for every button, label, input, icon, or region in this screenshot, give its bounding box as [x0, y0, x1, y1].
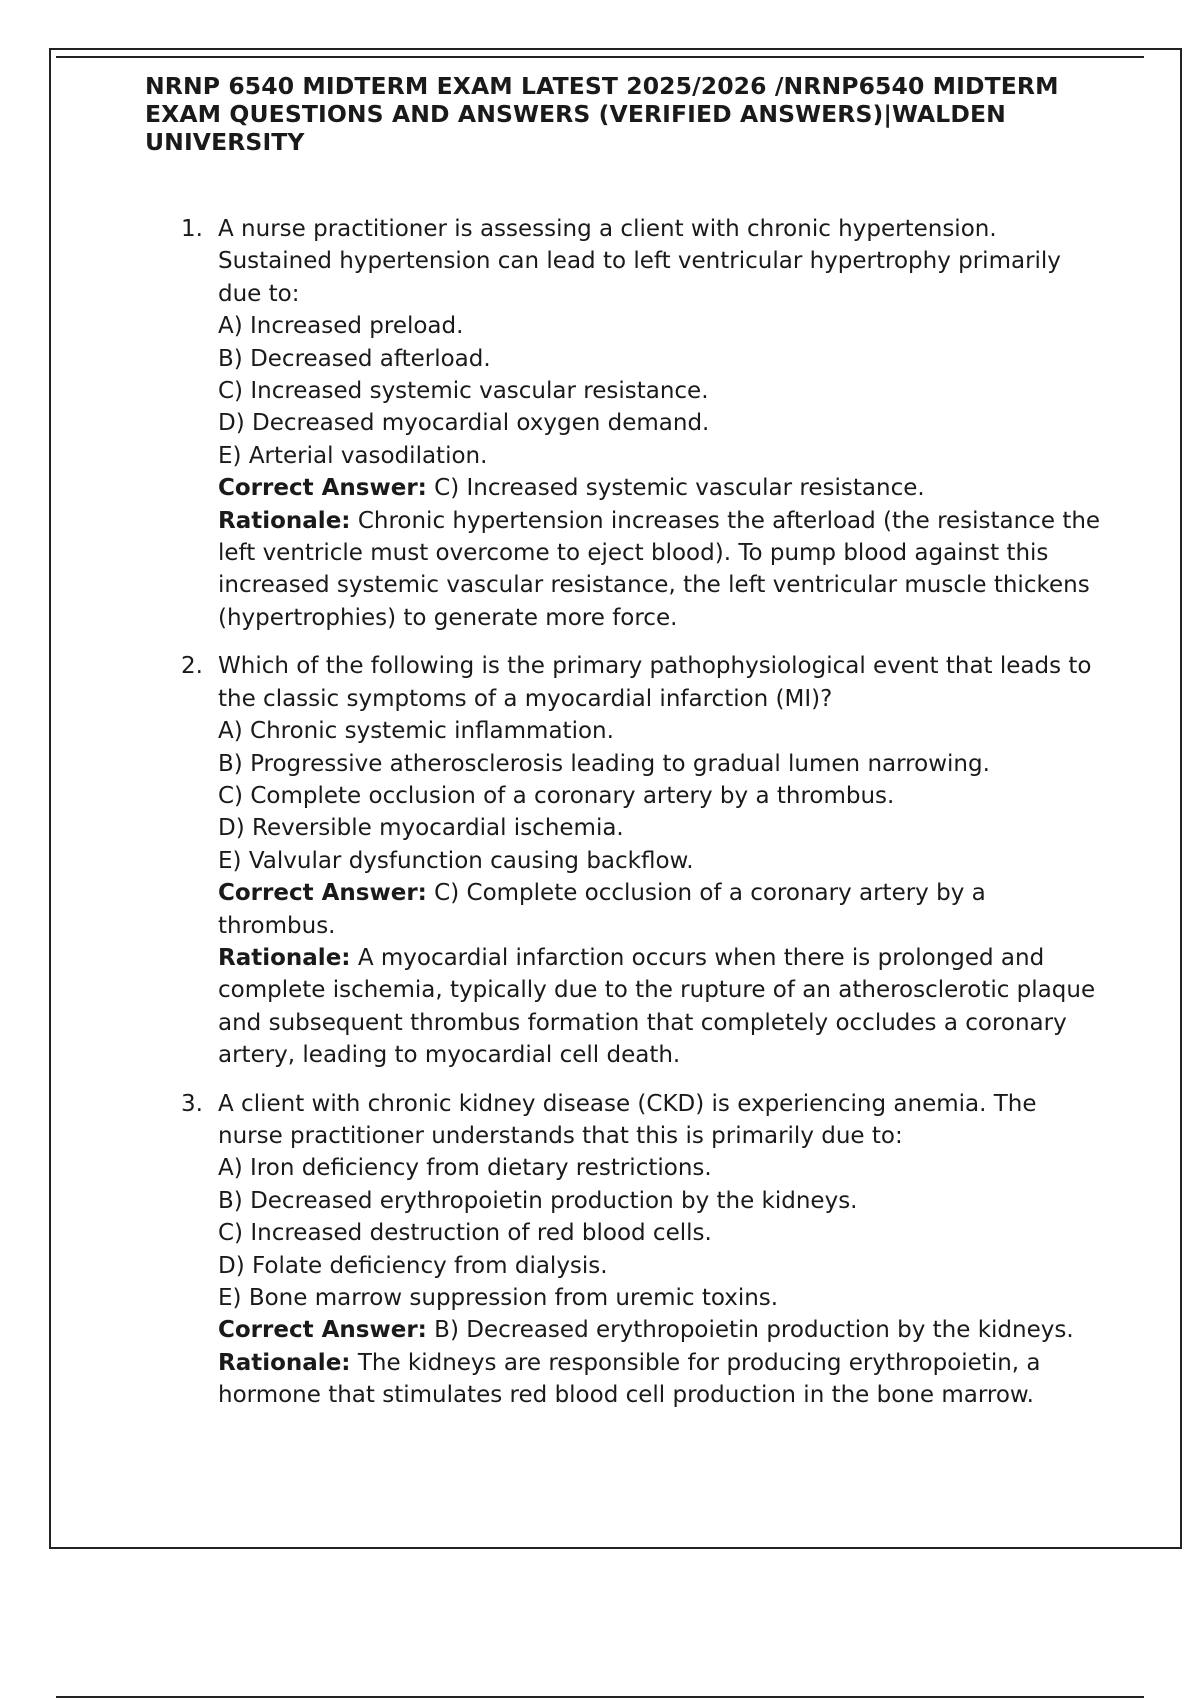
correct-answer-text: C) Complete occlusion of a coronary artery by a thrombus.	[218, 880, 986, 939]
answer-option: B) Decreased afterload.	[218, 345, 491, 372]
answer-option: D) Folate deficiency from dialysis.	[218, 1252, 608, 1279]
bottom-rule	[56, 1696, 1144, 1698]
answer-option: E) Bone marrow suppression from uremic toxins.	[218, 1285, 779, 1311]
answer-option: C) Complete occlusion of a coronary artery by a thrombus.	[218, 782, 895, 809]
correct-answer	[218, 1314, 1101, 1346]
question-item	[181, 213, 1101, 634]
document-title: NRNP 6540 MIDTERM EXAM LATEST 2025/2026 /NRNP6540 MIDTERM EXAM QUESTIONS AND ANSWERS (VERIFIED ANSWERS)|WALDEN UNIVERSITY	[145, 72, 1059, 156]
answer-option: E) Valvular dysfunction causing backflow.	[218, 847, 694, 874]
answer-option: A) Iron deficiency from dietary restrictions.	[218, 1155, 712, 1182]
correct-answer-text: B) Decreased erythropoietin production by the kidneys.	[434, 1317, 1074, 1344]
rationale-text: A myocardial infarction occurs when there is prolonged and complete ischemia, typically due to the rupture of an atherosclerotic plaque and subsequent thrombus formation that completely occludes a coronary artery, leading to myocardial cell death.	[218, 944, 1096, 1069]
rationale	[218, 505, 1101, 635]
correct-answer-label: Correct Answer:	[218, 475, 427, 502]
correct-answer-label: Correct Answer:	[218, 880, 427, 907]
correct-answer	[218, 877, 1101, 942]
question-text: A client with chronic kidney disease (CKD) is experiencing anemia. The nurse practitioner understands that this is primarily due to:	[218, 1090, 1037, 1149]
correct-answer-label: Correct Answer:	[218, 1317, 427, 1344]
question-number: 1.	[181, 216, 203, 242]
question-item	[181, 650, 1101, 1071]
question-text: A nurse practitioner is assessing a client with chronic hypertension. Sustained hypertension can lead to left ventricular hypertrophy primarily due to:	[218, 216, 1061, 307]
answer-option: D) Decreased myocardial oxygen demand.	[218, 410, 710, 437]
answer-option: A) Increased preload.	[218, 313, 464, 340]
rationale	[218, 1347, 1101, 1412]
answer-option: C) Increased destruction of red blood cells.	[218, 1220, 712, 1247]
question-number: 3.	[181, 1090, 203, 1117]
rationale-text: Chronic hypertension increases the afterload (the resistance the left ventricle must overcome to eject blood). To pump blood against this increased systemic vascular resistance, the left ventricular muscle thickens (hypertrophies) to generate more force.	[218, 507, 1101, 631]
answer-option: D) Reversible myocardial ischemia.	[218, 815, 624, 842]
correct-answer	[218, 472, 1101, 504]
rationale-text: The kidneys are responsible for producing erythropoietin, a hormone that stimulates red blood cell production in the bone marrow.	[218, 1349, 1041, 1409]
answer-option: B) Decreased erythropoietin production by the kidneys.	[218, 1187, 858, 1214]
answer-option: B) Progressive atherosclerosis leading to gradual lumen narrowing.	[218, 750, 990, 777]
rationale-label: Rationale:	[218, 507, 351, 534]
question-list	[181, 213, 1101, 1412]
rationale-label: Rationale:	[218, 1349, 351, 1376]
answer-option: A) Chronic systemic inflammation.	[218, 718, 614, 745]
correct-answer-text: C) Increased systemic vascular resistance.	[434, 475, 925, 502]
question-item	[181, 1088, 1101, 1412]
answer-option: C) Increased systemic vascular resistance.	[218, 378, 709, 405]
rationale-label: Rationale:	[218, 944, 351, 971]
question-text: Which of the following is the primary pathophysiological event that leads to the classic symptoms of a myocardial infarction (MI)?	[218, 653, 1092, 712]
answer-option: E) Arterial vasodilation.	[218, 442, 488, 469]
rationale	[218, 942, 1101, 1072]
question-number: 2.	[181, 653, 203, 680]
